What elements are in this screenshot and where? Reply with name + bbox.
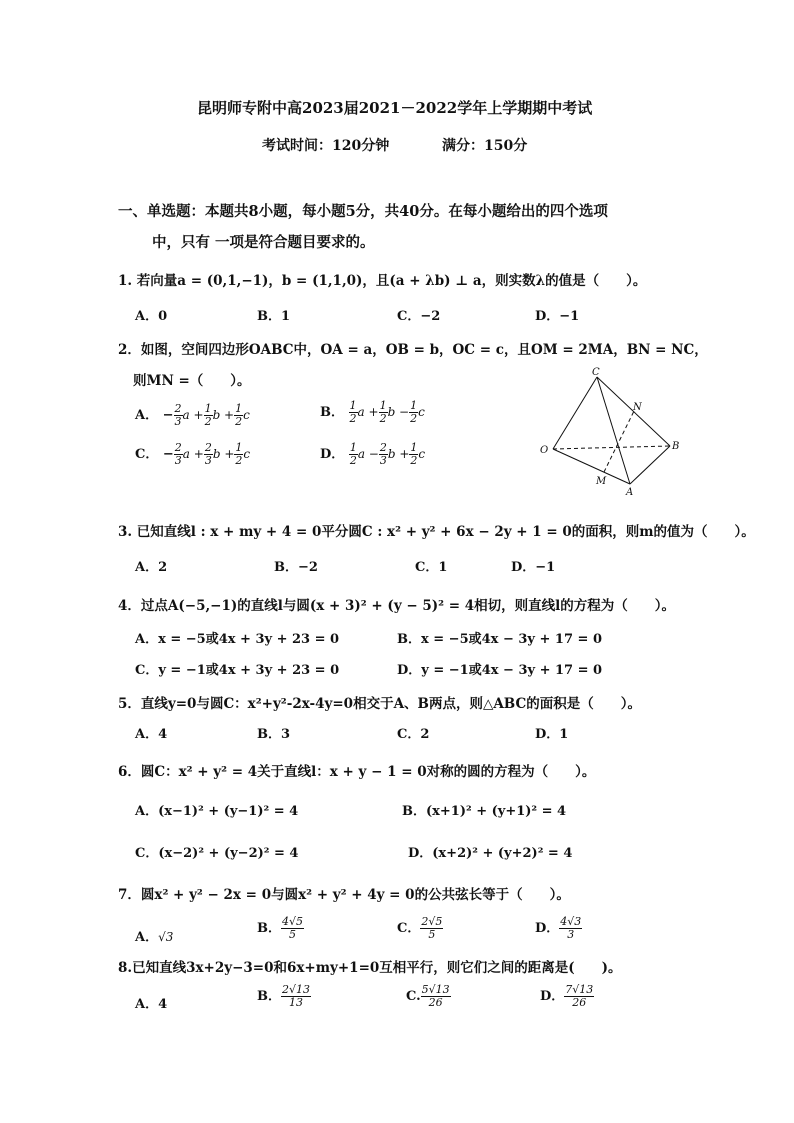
q8-option-c: C. $\frac{5√13}{26}$	[406, 983, 450, 1009]
segment-mn-dashed	[604, 411, 634, 472]
q7-option-a: A．√3	[135, 930, 174, 945]
q3-option-b: B．−2	[274, 560, 318, 575]
q2-option-b: B． $\frac{1}{2}$ a + $\frac{1}{2}$ b − $\frac{1}{2}$ c	[320, 399, 425, 425]
q2-option-a: A． − $\frac{2}{3}$ a + $\frac{1}{2}$ b + $\frac{1}{2}$ c	[135, 402, 250, 428]
q3-option-d: D．−1	[511, 560, 556, 575]
question-3: 3. 已知直线l : x + my + 4 = 0平分圆C : x² + y² + 6x − 2y + 1 = 0的面积，则m的值为（ ）。	[118, 524, 755, 540]
q1-option-a: A．0	[135, 309, 168, 324]
q1-option-c: C．−2	[397, 309, 441, 324]
q5-option-a: A．4	[135, 727, 168, 742]
q6-option-b: B．(x+1)² + (y+1)² = 4	[402, 804, 567, 819]
question-8: 8.已知直线3x+2y−3=0和6x+my+1=0互相平行，则它们之间的距离是( )。	[118, 960, 622, 976]
label-n: N	[633, 402, 642, 413]
q7-option-b: B． $\frac{4√5}{5}$	[257, 915, 304, 941]
section-heading-line2: 中，只有 一项是符合题目要求的。	[152, 234, 375, 251]
q8-option-a: A．4	[135, 997, 168, 1012]
q4-option-d: D．y = −1或4x − 3y + 17 = 0	[397, 663, 603, 678]
question-6: 6．圆C：x² + y² = 4关于直线l：x + y − 1 = 0对称的圆的方程为（ ）。	[118, 764, 596, 780]
q8-option-d: D． $\frac{7√13}{26}$	[540, 983, 594, 1009]
edge-co	[553, 377, 597, 449]
q6-option-c: C．(x−2)² + (y−2)² = 4	[135, 846, 299, 861]
q1-option-d: D．−1	[535, 309, 580, 324]
label-m: M	[596, 476, 607, 487]
q3-option-c: C．1	[415, 560, 448, 575]
q5-option-b: B．3	[257, 727, 291, 742]
edge-ab	[630, 446, 670, 484]
edge-ob-dashed	[553, 446, 670, 449]
q5-option-d: D．1	[535, 727, 569, 742]
question-1: 1. 若向量a = (0,1,−1)，b = (1,1,0)，且(a + λb) ⊥ a，则实数λ的值是（ ）。	[118, 273, 647, 289]
label-a: A	[626, 487, 634, 498]
q1-option-b: B．1	[257, 309, 291, 324]
q7-option-d: D． $\frac{4√3}{3}$	[535, 915, 582, 941]
exam-time: 考试时间：120分钟	[262, 138, 390, 154]
q6-option-d: D．(x+2)² + (y+2)² = 4	[408, 846, 573, 861]
q8-option-b: B． $\frac{2√13}{13}$	[257, 983, 311, 1009]
q3-option-a: A．2	[135, 560, 168, 575]
edge-oa	[553, 449, 630, 484]
label-b: B	[672, 441, 680, 452]
exam-title: 昆明师专附中高2023届2021－2022学年上学期期中考试	[197, 99, 593, 117]
question-5: 5．直线y=0与圆C：x²+y²-2x-4y=0相交于A、B两点，则△ABC的面积是（ ）。	[118, 696, 641, 712]
q2-option-d: D． $\frac{1}{2}$ a − $\frac{2}{3}$ b + $\frac{1}{2}$ c	[320, 441, 426, 467]
q2-option-c: C． − $\frac{2}{3}$ a + $\frac{2}{3}$ b + $\frac{1}{2}$ c	[135, 441, 251, 467]
q4-option-c: C．y = −1或4x + 3y + 23 = 0	[135, 663, 340, 678]
label-c: C	[592, 367, 600, 378]
question-4: 4．过点A(−5,−1)的直线l与圆(x + 3)² + (y − 5)² = 4相切，则直线l的方程为（ ）。	[118, 598, 676, 614]
tetrahedron-figure	[530, 365, 690, 500]
q7-option-c: C． $\frac{2√5}{5}$	[397, 915, 443, 941]
question-7: 7．圆x² + y² − 2x = 0与圆x² + y² + 4y = 0的公共弦长等于（ ）。	[118, 887, 570, 903]
section-heading-line1: 一、单选题：本题共8小题，每小题5分，共40分。在每小题给出的四个选项	[118, 203, 608, 220]
q6-option-a: A．(x−1)² + (y−1)² = 4	[135, 804, 299, 819]
q4-option-b: B．x = −5或4x − 3y + 17 = 0	[397, 632, 602, 647]
question-2-line2: 则MN =（ ）。	[133, 373, 251, 389]
q4-option-a: A．x = −5或4x + 3y + 23 = 0	[135, 632, 340, 647]
q5-option-c: C．2	[397, 727, 430, 742]
question-2-line1: 2．如图，空间四边形OABC中，OA = a，OB = b，OC = c，且OM = 2MA，BN = NC，	[118, 342, 708, 358]
exam-score: 满分：150分	[442, 138, 528, 154]
label-o: O	[540, 445, 549, 456]
